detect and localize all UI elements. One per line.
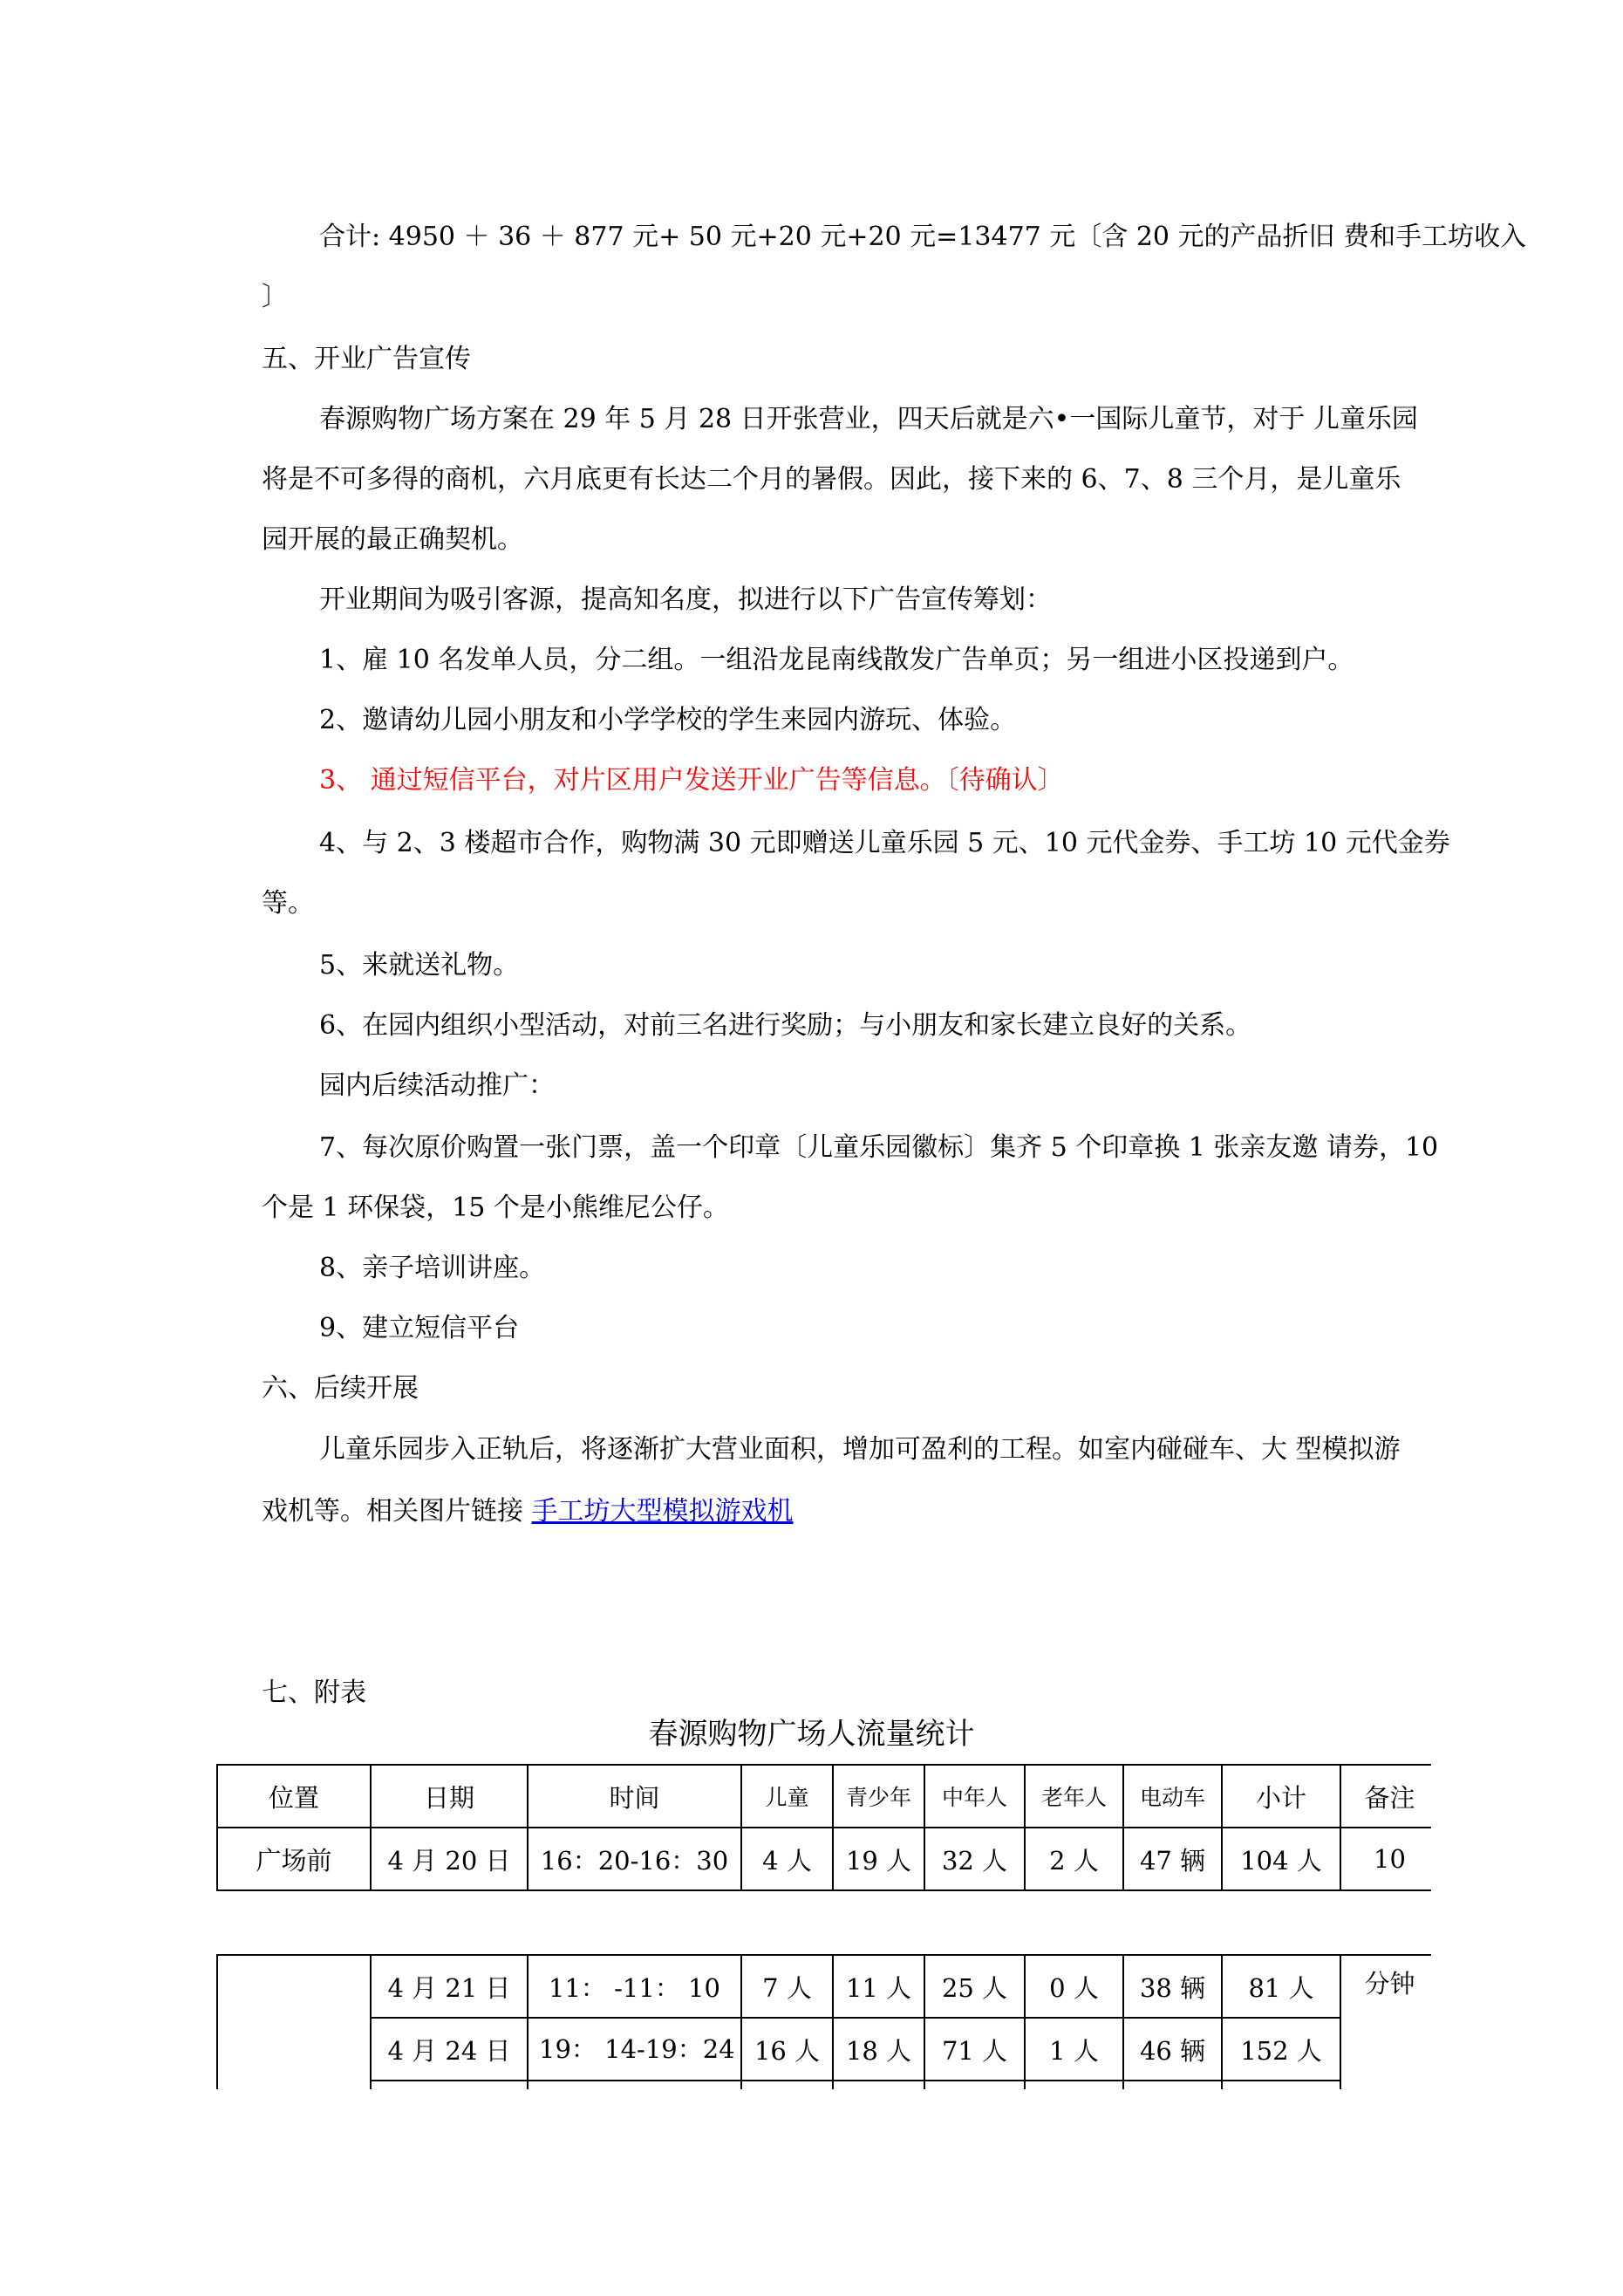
- section5-item4-line2: 等。: [262, 888, 314, 919]
- table-cell: 4 月 21 日: [371, 1955, 528, 2018]
- table-row: [217, 2018, 1439, 2081]
- table-cell: 0 人: [1025, 1955, 1123, 2018]
- header-cell: 小计: [1222, 1765, 1340, 1828]
- header-cell: 电动车: [1123, 1765, 1222, 1828]
- section5-item2: 2、邀请幼儿园小朋友和小学学校的学生来园内游玩、体验。: [319, 705, 1017, 735]
- section6-para1: 儿童乐园步入正轨后，将逐渐扩大营业面积，增加可盈利的工程。如室内碰碰车、大 型模拟游: [319, 1434, 1401, 1465]
- table-cell: 38 辆: [1123, 1955, 1222, 2018]
- table-title: 春源购物广场人流量统计: [648, 1717, 975, 1752]
- table-cell-remark: 分钟: [1340, 1955, 1439, 2115]
- total-line-1: 合计: 4950 ＋ 36 ＋ 877 元+ 50 元+20 元+20 元=13477 元〔含 20 元的产品折旧 费和手工坊收入: [319, 222, 1527, 252]
- section5-item8: 8、亲子培训讲座。: [319, 1253, 546, 1283]
- table-cell: 1 人: [1025, 2018, 1123, 2081]
- table-cell: 81 人: [1222, 1955, 1340, 2018]
- traffic-table: [216, 1764, 1440, 1891]
- header-cell: 位置: [217, 1765, 371, 1828]
- table-cell: 11： -11： 10: [528, 1955, 741, 2018]
- table-cell: 4 月 20 日: [371, 1828, 528, 1890]
- section5-followup: 园内后续活动推广：: [319, 1070, 555, 1101]
- table-cell: 4 人: [741, 1828, 833, 1890]
- section6-para2: [262, 1495, 794, 1528]
- section7-heading: 七、附表: [262, 1678, 366, 1708]
- image-link[interactable]: 手工坊大型模拟游戏机: [531, 1496, 794, 1527]
- table-cell: 47 辆: [1123, 1828, 1222, 1890]
- table-cell: 18 人: [833, 2018, 924, 2081]
- section5-item7-line2: 个是 1 环保袋，15 个是小熊维尼公仔。: [262, 1192, 729, 1223]
- section5-item4-line1: 4、与 2、3 楼超市合作，购物满 30 元即赠送儿童乐园 5 元、10 元代金券、手工坊 10 元代金券: [319, 828, 1450, 858]
- section6-heading: 六、后续开展: [262, 1373, 419, 1404]
- table-cell: 152 人: [1222, 2018, 1340, 2081]
- header-cell: 时间: [528, 1765, 741, 1828]
- header-cell: 日期: [371, 1765, 528, 1828]
- section5-item7-line1: 7、每次原价购置一张门票，盖一个印章〔儿童乐园徽标〕集齐 5 个印章换 1 张亲友邀 请券，10: [319, 1132, 1439, 1163]
- table-cell: 10: [1340, 1828, 1439, 1890]
- header-cell: 老年人: [1025, 1765, 1123, 1828]
- table-cell: 104 人: [1222, 1828, 1340, 1890]
- page-edge-mask-bottom: [174, 2089, 1483, 2296]
- section5-item5: 5、来就送礼物。: [319, 950, 520, 981]
- table-cell: 2 人: [1025, 1828, 1123, 1890]
- section5-para1-line2: 将是不可多得的商机，六月底更有长达二个月的暑假。因此，接下来的 6、7、8 三个月，是儿童乐: [262, 464, 1401, 495]
- section5-item3: 3、 通过短信平台，对片区用户发送开业广告等信息。〔待确认〕: [319, 765, 1064, 796]
- table-cell: 7 人: [741, 1955, 833, 2018]
- table-cell: 16 人: [741, 2018, 833, 2081]
- table-header-row: [217, 1765, 1439, 1828]
- table-cell: 46 辆: [1123, 2018, 1222, 2081]
- table-cell: 广场前: [217, 1828, 371, 1890]
- section5-para1-line3: 园开展的最正确契机。: [262, 524, 523, 555]
- table-cell: 19： 14-19：24: [528, 2018, 741, 2081]
- total-line-2: 〕: [262, 282, 288, 312]
- table-cell: 32 人: [924, 1828, 1025, 1890]
- section5-item9: 9、建立短信平台: [319, 1313, 520, 1343]
- table-cell: 4 月 24 日: [371, 2018, 528, 2081]
- section5-para2: 开业期间为吸引客源，提高知名度，拟进行以下广告宣传筹划：: [319, 584, 1052, 615]
- table-cell: 16：20-16：30: [528, 1828, 741, 1890]
- section5-item6: 6、在园内组织小型活动，对前三名进行奖励；与小朋友和家长建立良好的关系。: [319, 1010, 1252, 1041]
- header-cell: 中年人: [924, 1765, 1025, 1828]
- table-cell: 71 人: [924, 2018, 1025, 2081]
- table-cell: 19 人: [833, 1828, 924, 1890]
- header-cell: 青少年: [833, 1765, 924, 1828]
- section6-para2-text: 戏机等。相关图片链接: [262, 1496, 532, 1527]
- table-row: [217, 1828, 1439, 1890]
- table-cell: 11 人: [833, 1955, 924, 2018]
- table-row: [217, 1955, 1439, 2018]
- header-cell: 备注: [1340, 1765, 1439, 1828]
- section5-heading: 五、开业广告宣传: [262, 344, 471, 374]
- section5-para1-line1: 春源购物广场方案在 29 年 5 月 28 日开张营业，四天后就是六•一国际儿童节，对于 儿童乐园: [319, 404, 1418, 434]
- table-cell: 25 人: [924, 1955, 1025, 2018]
- header-cell: 儿童: [741, 1765, 833, 1828]
- section5-item1: 1、雇 10 名发单人员，分二组。一组沿龙昆南线散发广告单页；另一组进小区投递到户。: [319, 645, 1354, 675]
